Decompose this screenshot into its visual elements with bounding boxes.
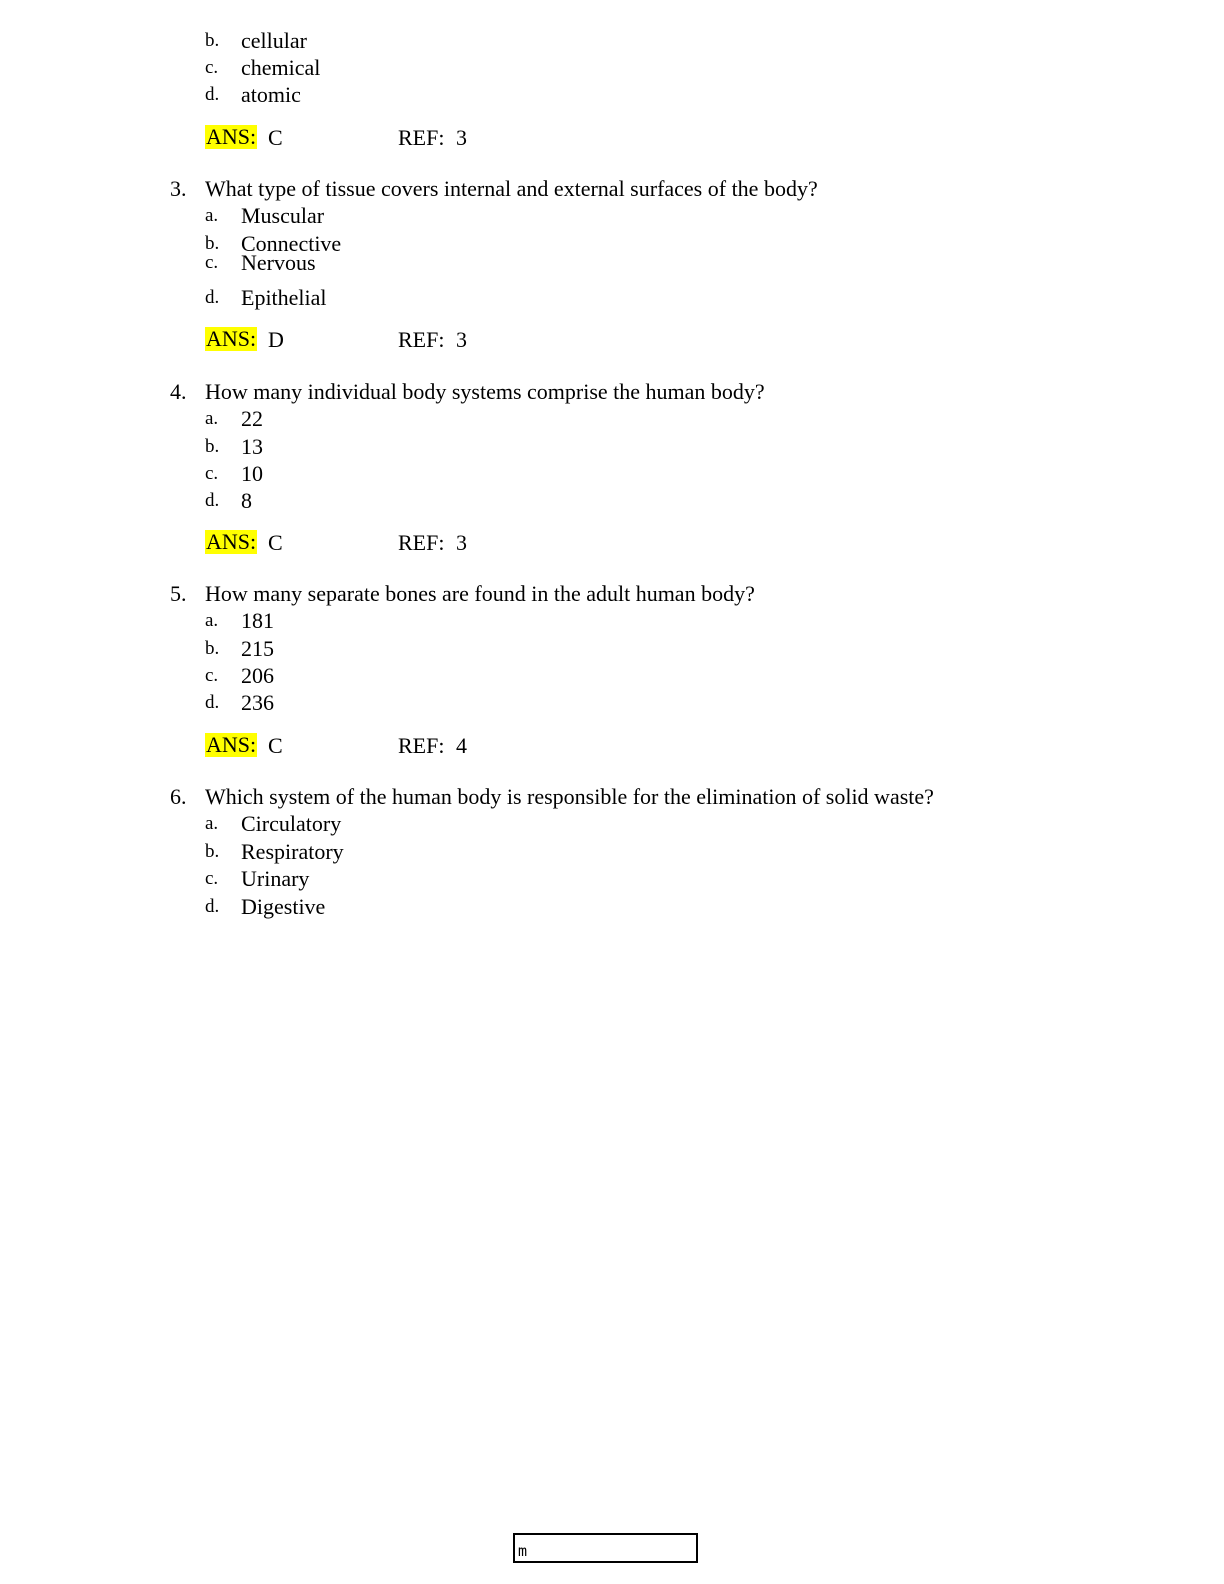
option-text: Respiratory: [241, 839, 344, 864]
option-text: 181: [241, 608, 274, 633]
option-text: chemical: [241, 55, 321, 80]
answer-value: C: [268, 733, 283, 758]
option-text: 8: [241, 488, 252, 513]
option-label: a.: [205, 205, 219, 226]
answer-label: ANS:: [206, 732, 257, 757]
option-label: d.: [205, 896, 220, 917]
reference-value: 4: [456, 733, 467, 758]
option-text: cellular: [241, 28, 307, 53]
option-text: atomic: [241, 82, 301, 107]
option-text: Connective: [241, 231, 342, 256]
option-label: d.: [205, 287, 220, 308]
question-text: How many individual body systems comprise the human body?: [205, 379, 765, 404]
answer-value: D: [268, 327, 284, 352]
question-number: 6.: [170, 784, 187, 809]
answer-label: ANS:: [206, 529, 257, 554]
footer-text: m: [518, 1542, 528, 1560]
option-label: c.: [205, 57, 219, 78]
reference-label: REF:: [398, 733, 445, 758]
option-label: a.: [205, 408, 219, 429]
reference-label: REF:: [398, 125, 445, 150]
question-number: 3.: [170, 176, 187, 201]
reference-value: 3: [456, 530, 467, 555]
option-text: Urinary: [241, 866, 310, 891]
reference-label: REF:: [398, 327, 445, 352]
option-label: c.: [205, 665, 219, 686]
question-text: Which system of the human body is responsible for the elimination of solid waste?: [205, 784, 934, 809]
option-label: b.: [205, 841, 220, 862]
option-label: b.: [205, 30, 220, 51]
reference-value: 3: [456, 327, 467, 352]
option-label: a.: [205, 610, 219, 631]
option-text: 10: [241, 461, 263, 486]
option-label: d.: [205, 84, 220, 105]
question-text: What type of tissue covers internal and external surfaces of the body?: [205, 176, 818, 201]
option-text: 22: [241, 406, 263, 431]
question-number: 4.: [170, 379, 187, 404]
option-text: Muscular: [241, 203, 325, 228]
option-label: b.: [205, 233, 220, 254]
option-text: Circulatory: [241, 811, 342, 836]
question-text: How many separate bones are found in the adult human body?: [205, 581, 755, 606]
answer-value: C: [268, 125, 283, 150]
option-text: 236: [241, 690, 274, 715]
option-label: c.: [205, 868, 219, 889]
option-text: 215: [241, 636, 274, 661]
option-label: c.: [205, 252, 219, 273]
option-text: Digestive: [241, 894, 326, 919]
question-number: 5.: [170, 581, 187, 606]
answer-label: ANS:: [206, 124, 257, 149]
reference-value: 3: [456, 125, 467, 150]
footer-box: [513, 1533, 698, 1563]
option-label: a.: [205, 813, 219, 834]
reference-label: REF:: [398, 530, 445, 555]
option-label: c.: [205, 463, 219, 484]
option-label: d.: [205, 490, 220, 511]
option-text: 13: [241, 434, 263, 459]
option-text: Epithelial: [241, 285, 327, 310]
option-text: 206: [241, 663, 274, 688]
option-label: b.: [205, 638, 220, 659]
option-label: d.: [205, 692, 220, 713]
option-label: b.: [205, 436, 220, 457]
option-text: Nervous: [241, 250, 316, 275]
answer-value: C: [268, 530, 283, 555]
answer-label: ANS:: [206, 326, 257, 351]
